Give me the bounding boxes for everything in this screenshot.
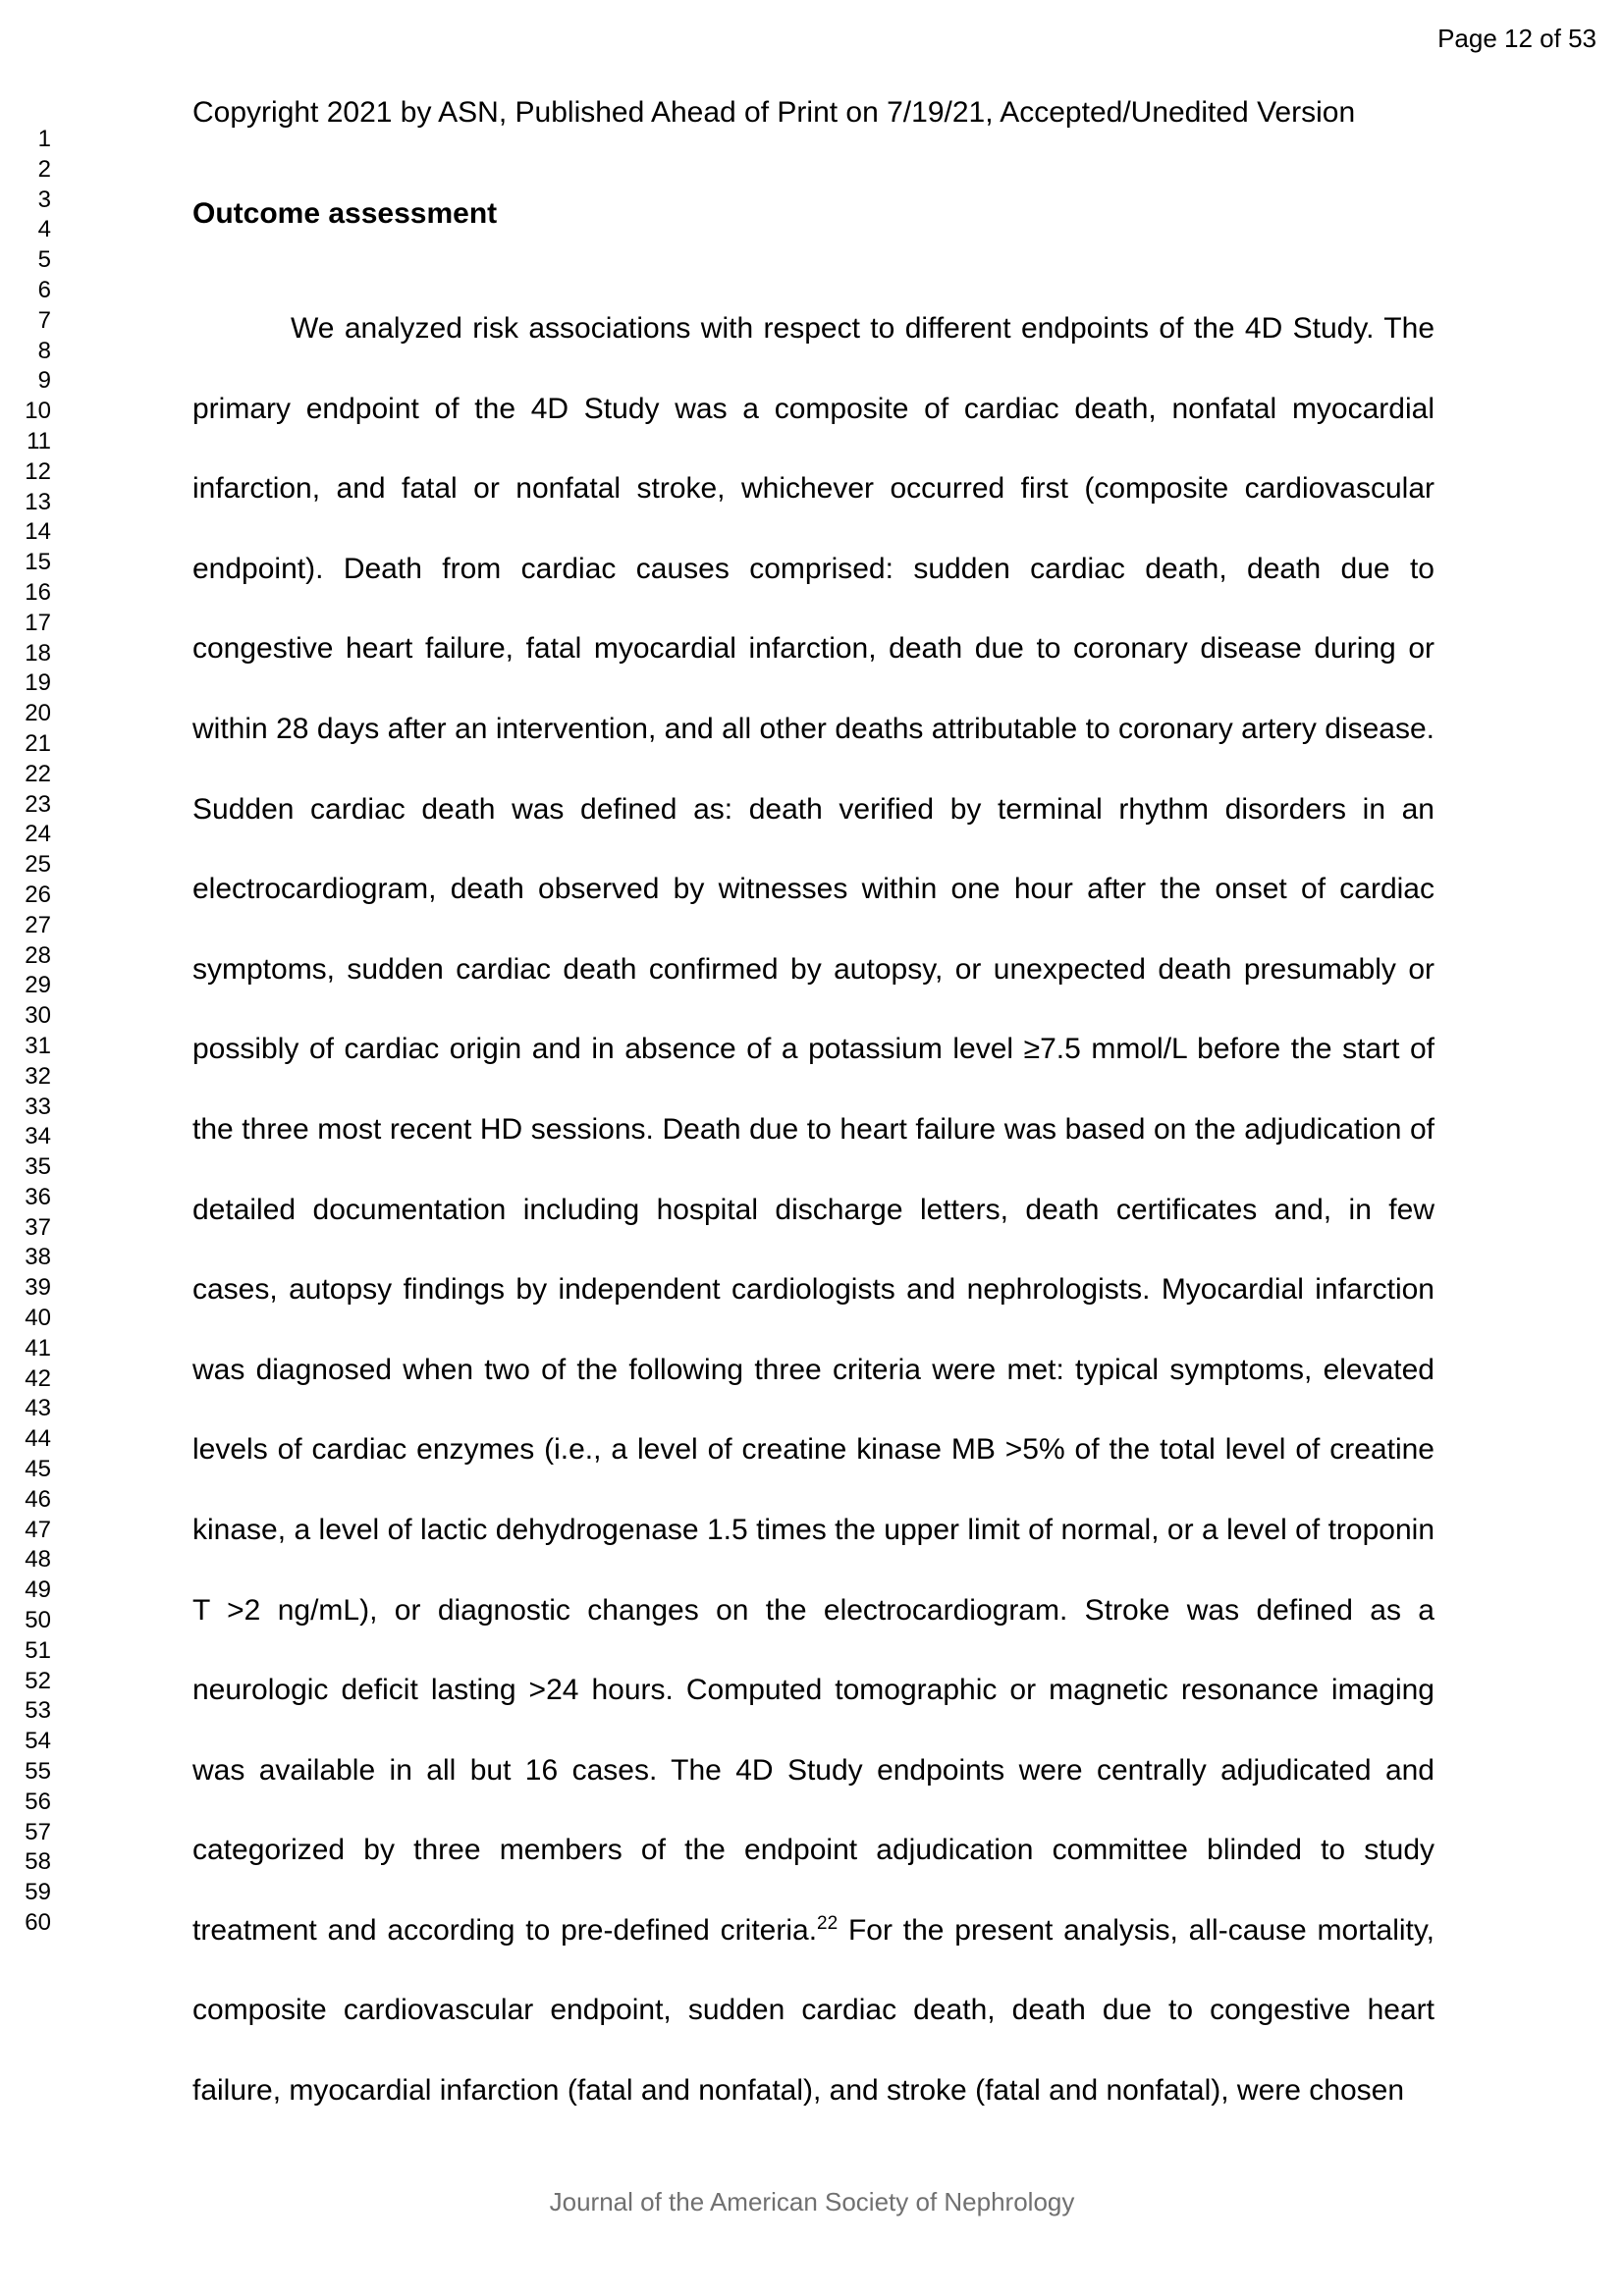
line-number: 33 xyxy=(25,1093,51,1120)
reference-superscript[interactable]: 22 xyxy=(817,1912,839,1934)
line-number: 15 xyxy=(25,549,51,576)
line-number: 16 xyxy=(25,578,51,606)
line-number: 38 xyxy=(25,1244,51,1271)
line-number: 21 xyxy=(25,729,51,757)
line-number: 31 xyxy=(25,1032,51,1059)
paragraph-text-part-1: We analyzed risk associations with respect to different endpoints of the 4D Study. The primary endpoint of the 4D Study was a composite of cardiac death, nonfatal myocardial infarction, and fatal or nonfatal stroke, whichever occurred first (composite cardiovascular endpoint). Death from cardiac causes comprised: sudden cardiac death, death due to congestive heart failure, fatal myocardial infarction, death due to coronary disease during or within 28 days after an intervention, and all other deaths attributable to coronary artery disease. Sudden cardiac death was defined as: death verified by terminal rhythm disorders in an electrocardiogram, death observed by witnesses within one hour after the onset of cardiac symptoms, sudden cardiac death confirmed by autopsy, or unexpected death presumably or possibly of cardiac origin and in absence of a potassium level ≥7.5 mmol/L before the start of the three most recent HD sessions. Death due to heart failure was based on the adjudication of detailed documentation including hospital discharge letters, death certificates and, in few cases, autopsy findings by independent cardiologists and nephrologists. Myocardial infarction was diagnosed when two of the following three criteria were met: typical symptoms, elevated levels of cardiac enzymes (i.e., a level of creatine kinase MB >5% of the total level of creatine kinase, a level of lactic dehydrogenase 1.5 times the upper limit of normal, or a level of troponin T >2 ng/mL), or diagnostic changes on the electrocardiogram. Stroke was defined as a neurologic deficit lasting >24 hours. Computed tomographic or magnetic resonance imaging was available in all but 16 cases. The 4D Study endpoints were centrally adjudicated and categorized by three members of the endpoint adjudication committee blinded to study treatment and according to pre-defined criteria. xyxy=(192,312,1435,1947)
line-number: 19 xyxy=(25,669,51,697)
line-number: 17 xyxy=(25,609,51,636)
line-number: 5 xyxy=(37,246,51,274)
line-number: 43 xyxy=(25,1395,51,1422)
copyright-notice: Copyright 2021 by ASN, Published Ahead of Print on 7/19/21, Accepted/Unedited Version xyxy=(192,96,1356,129)
line-number: 59 xyxy=(25,1879,51,1906)
line-number: 49 xyxy=(25,1576,51,1604)
line-number: 13 xyxy=(25,488,51,515)
line-number: 50 xyxy=(25,1607,51,1634)
line-number: 18 xyxy=(25,639,51,667)
line-number: 35 xyxy=(25,1153,51,1181)
line-number: 28 xyxy=(25,941,51,969)
line-number: 53 xyxy=(25,1697,51,1725)
line-number: 3 xyxy=(37,186,51,213)
line-number: 10 xyxy=(25,398,51,425)
line-number: 30 xyxy=(25,1002,51,1030)
line-number: 29 xyxy=(25,972,51,999)
line-number: 4 xyxy=(37,216,51,243)
section-heading: Outcome assessment xyxy=(192,197,498,230)
line-number-gutter xyxy=(0,125,51,1939)
line-number: 42 xyxy=(25,1364,51,1392)
line-number: 37 xyxy=(25,1213,51,1241)
line-number: 24 xyxy=(25,821,51,848)
line-number: 14 xyxy=(25,518,51,546)
line-number: 51 xyxy=(25,1636,51,1664)
line-number: 45 xyxy=(25,1456,51,1483)
line-number: 22 xyxy=(25,760,51,787)
line-number: 36 xyxy=(25,1183,51,1210)
page-number: Page 12 of 53 xyxy=(1437,24,1597,53)
line-number: 54 xyxy=(25,1728,51,1755)
line-number: 12 xyxy=(25,457,51,485)
journal-footer: Journal of the American Society of Nephrology xyxy=(549,2187,1075,2216)
line-number: 47 xyxy=(25,1516,51,1543)
line-number: 25 xyxy=(25,851,51,879)
line-number: 32 xyxy=(25,1062,51,1090)
body-paragraph xyxy=(192,289,1435,2131)
line-number: 6 xyxy=(37,276,51,303)
paragraph-text-part-2: For the present analysis, all-cause mortality, composite cardiovascular endpoint, sudden cardiac death, death due to congestive heart failure, myocardial infarction (fatal and nonfatal), and stroke (fatal and nonfatal), were chosen xyxy=(192,1913,1435,2108)
line-number: 58 xyxy=(25,1848,51,1876)
line-number: 23 xyxy=(25,790,51,818)
line-number: 39 xyxy=(25,1274,51,1302)
line-number: 9 xyxy=(37,367,51,395)
line-number: 11 xyxy=(27,427,51,454)
line-number: 26 xyxy=(25,881,51,908)
line-number: 57 xyxy=(25,1818,51,1845)
line-number: 46 xyxy=(25,1485,51,1513)
line-number: 7 xyxy=(37,306,51,334)
line-number: 2 xyxy=(37,155,51,183)
line-number: 52 xyxy=(25,1667,51,1694)
line-number: 34 xyxy=(25,1123,51,1150)
line-number: 55 xyxy=(25,1758,51,1786)
line-number: 8 xyxy=(37,337,51,364)
line-number: 48 xyxy=(25,1546,51,1574)
line-number: 20 xyxy=(25,700,51,727)
line-number: 41 xyxy=(25,1334,51,1362)
line-number: 60 xyxy=(25,1909,51,1937)
line-number: 44 xyxy=(25,1425,51,1453)
line-number: 27 xyxy=(25,911,51,938)
line-number: 1 xyxy=(37,126,51,152)
line-number: 40 xyxy=(25,1305,51,1332)
line-number: 56 xyxy=(25,1788,51,1815)
